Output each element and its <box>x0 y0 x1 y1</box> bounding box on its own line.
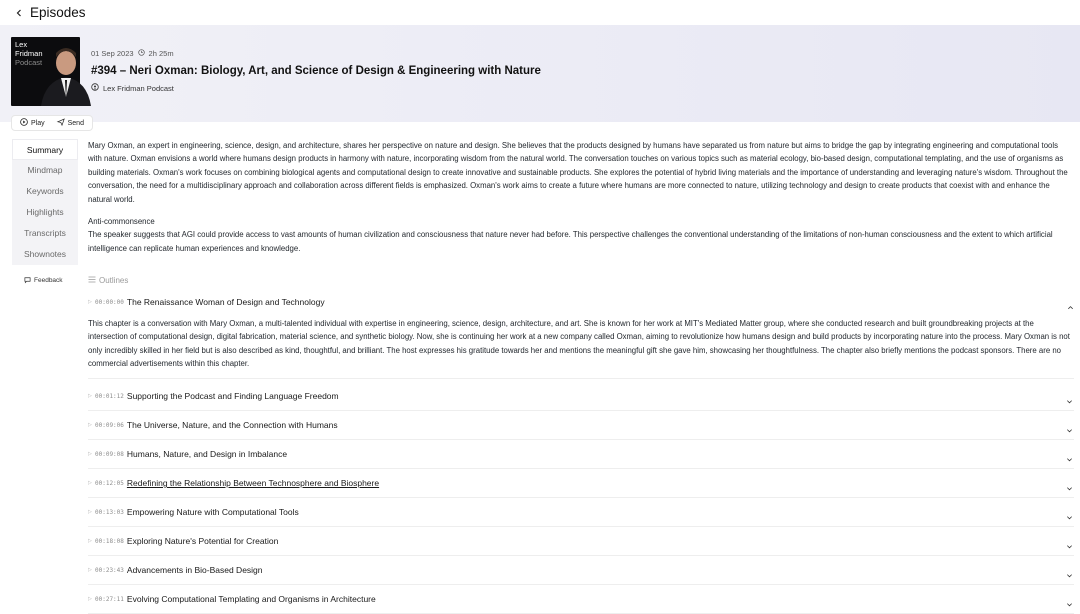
chapter-title: Empowering Nature with Computational Tools <box>126 507 299 517</box>
chapter-row[interactable] <box>88 527 1074 556</box>
list-icon <box>88 276 96 285</box>
feedback-label: Feedback <box>34 277 63 284</box>
episode-title: #394 – Neri Oxman: Biology, Art, and Science of Design & Engineering with Nature <box>91 65 541 77</box>
chapter-title: Redefining the Relationship Between Technosphere and Biosphere <box>126 478 380 488</box>
chapter-play-icon[interactable]: ▷ <box>88 451 92 457</box>
send-button[interactable] <box>57 118 84 128</box>
chapter-row[interactable] <box>88 585 1074 614</box>
podcast-cover-image <box>11 37 80 106</box>
chapter-row[interactable] <box>88 469 1074 498</box>
chapter-description: This chapter is a conversation with Mary Oxman, a multi-talented individual with expertise in engineering, science, design, architecture, and art. She is known for her work at MIT's Mediated Matter group, where she conducted research and built groundbreaking projects at the intersection of computational design, digital fabrication, material science, and synthetic biology. Now, she is continuing her work at a new company called Oxman, aiming to revolutionize how humans design and build products by incorporating nature into the process. Mary Oxman is not only incredibly skilled in her field but is also described as kind, thoughtful, and brilliant. The host expresses his gratitude towards her and mentions the meaningful gift she gave him, showcasing her thoughtfulness. The chapter also briefly mentions the podcast sponsors. There are no commercial advertisements within this chapter. <box>88 317 1074 379</box>
tab-summary[interactable]: Summary <box>12 139 78 160</box>
chevron-down-icon[interactable] <box>1066 508 1074 516</box>
chapter-row[interactable] <box>88 382 1074 411</box>
chapter-row[interactable] <box>88 411 1074 440</box>
chapter-title: Humans, Nature, and Design in Imbalance <box>126 449 288 459</box>
episode-date: 01 Sep 2023 <box>91 49 134 58</box>
send-icon <box>57 118 65 128</box>
host-portrait <box>11 37 80 106</box>
chevron-down-icon[interactable] <box>1066 421 1074 429</box>
chapter-header[interactable] <box>88 295 1074 309</box>
chapter-timestamp[interactable]: 00:18:08 <box>95 537 124 545</box>
chapter-list <box>88 382 1074 614</box>
top-bar <box>0 0 1080 25</box>
clock-icon <box>138 49 145 58</box>
send-label: Send <box>67 119 84 127</box>
chapter-play-icon[interactable]: ▷ <box>88 299 92 305</box>
episode-duration: 2h 25m <box>148 49 174 58</box>
summary-panel <box>88 139 1074 255</box>
chapter-title: The Universe, Nature, and the Connection with Humans <box>126 420 338 430</box>
chevron-down-icon[interactable] <box>1066 392 1074 400</box>
chapter-play-icon[interactable]: ▷ <box>88 422 92 428</box>
chapter-timestamp[interactable]: 00:09:08 <box>95 450 124 458</box>
chevron-down-icon[interactable] <box>1066 566 1074 574</box>
episode-header <box>0 25 1080 122</box>
chapter-timestamp[interactable]: 00:12:05 <box>95 479 124 487</box>
chapter-play-icon[interactable]: ▷ <box>88 480 92 486</box>
chapter-play-icon[interactable]: ▷ <box>88 596 92 602</box>
chevron-up-icon[interactable] <box>1067 298 1074 316</box>
chapter-timestamp[interactable]: 00:01:12 <box>95 392 124 400</box>
chapter-title: Evolving Computational Templating and Organisms in Architecture <box>126 594 376 604</box>
podcast-name: Lex Fridman Podcast <box>103 83 174 93</box>
chapter-title: The Renaissance Woman of Design and Technology <box>126 297 325 307</box>
outlines-heading <box>88 276 128 285</box>
feedback-button[interactable] <box>24 276 63 285</box>
chapter-expanded <box>88 295 1074 379</box>
chapter-timestamp[interactable]: 00:27:11 <box>95 595 124 603</box>
summary-section-paragraph: The speaker suggests that AGI could provide access to vast amounts of human civilization and consciousness that nature never had before. This perspective challenges the conventional understanding of the limitations of non-human consciousness and the extent to which artificial intelligence can replicate human experiences and knowledge. <box>88 230 1053 253</box>
episode-actions <box>11 115 93 131</box>
summary-section-title: Anti-commonsence <box>88 217 155 227</box>
chapter-timestamp[interactable]: 00:00:00 <box>95 298 124 306</box>
chevron-down-icon[interactable] <box>1066 537 1074 545</box>
chapter-title: Supporting the Podcast and Finding Language Freedom <box>126 391 339 401</box>
chapter-play-icon[interactable]: ▷ <box>88 567 92 573</box>
tab-shownotes[interactable]: Shownotes <box>12 244 78 265</box>
episode-meta <box>91 49 174 58</box>
chapter-timestamp[interactable]: 00:09:06 <box>95 421 124 429</box>
back-chevron-icon[interactable] <box>12 6 26 20</box>
summary-paragraph: Mary Oxman, an expert in engineering, science, design, and architecture, shares her perspective on nature and design. She believes that the products designed by humans have separated us from nature but aims to bridge the gap by integrating engineering and computational tools with nature. Oxman envisions a world where humans design products in harmony with nature, incorporating wisdom from the natural world. The conversation touches on various topics such as material ecology, bio-based design, computational templating, and the use of organisms as building materials. Oxman's work focuses on combining biological agents and computational design to create innovative and sustainable products. She explores the potential of hybrid living materials and the importance of understanding and leveraging nature's wisdom. Throughout the conversation, the need for a multidisciplinary approach and collaboration across different fields is emphasized. Oxman's work aims to create a future where humans are more connected to nature, utilizing technology and design to create products that coexist with and enhance the natural world. <box>88 141 1068 204</box>
cover-text-line1: Lex <box>15 40 28 49</box>
feedback-icon <box>24 276 31 285</box>
chevron-down-icon[interactable] <box>1066 450 1074 458</box>
content-tabs <box>12 139 78 265</box>
tab-mindmap[interactable]: Mindmap <box>12 160 78 181</box>
chevron-down-icon[interactable] <box>1066 595 1074 603</box>
chapter-play-icon[interactable]: ▷ <box>88 538 92 544</box>
chapter-row[interactable] <box>88 440 1074 469</box>
chapter-title: Advancements in Bio-Based Design <box>126 565 263 575</box>
chapter-row[interactable] <box>88 556 1074 585</box>
chapter-play-icon[interactable]: ▷ <box>88 509 92 515</box>
chevron-down-icon[interactable] <box>1066 479 1074 487</box>
outlines-label: Outlines <box>99 276 129 285</box>
page-title: Episodes <box>30 5 86 20</box>
play-label: Play <box>31 119 45 127</box>
tab-highlights[interactable]: Highlights <box>12 202 78 223</box>
cover-text-line3: Podcast <box>15 58 43 67</box>
tab-transcripts[interactable]: Transcripts <box>12 223 78 244</box>
chapter-title: Exploring Nature's Potential for Creation <box>126 536 279 546</box>
chapter-row[interactable] <box>88 498 1074 527</box>
podcast-link[interactable] <box>91 83 174 93</box>
podcast-icon <box>91 83 99 93</box>
tab-keywords[interactable]: Keywords <box>12 181 78 202</box>
play-button[interactable] <box>20 118 45 128</box>
chapter-play-icon[interactable]: ▷ <box>88 393 92 399</box>
chapter-timestamp[interactable]: 00:23:43 <box>95 566 124 574</box>
cover-text-line2: Fridman <box>15 49 43 58</box>
chapter-timestamp[interactable]: 00:13:03 <box>95 508 124 516</box>
play-circle-icon <box>20 118 28 128</box>
